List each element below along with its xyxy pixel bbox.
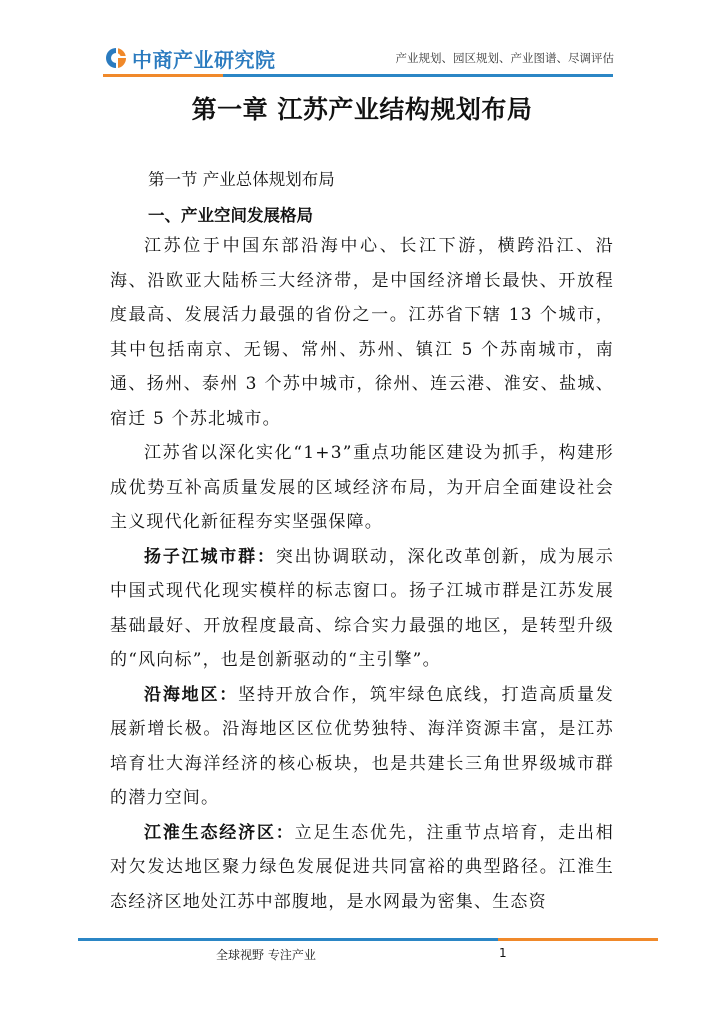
paragraph: [110, 229, 614, 436]
footer-rule-blue: [78, 938, 498, 941]
subsection-title: 一、产业空间发展格局: [148, 206, 313, 225]
paragraph-text: 突出协调联动，深化改革创新，成为展示中国式现代化现实模样的标志窗口。扬子江城市群是江苏发展基础最好、开放程度最高、综合实力最强的地区，是转型升级的“风向标”，也是创新驱动的“主引擎”。: [110, 546, 614, 670]
page-number: 1: [499, 946, 507, 960]
body-text: [110, 229, 614, 919]
paragraph: [110, 540, 614, 678]
page-header: [0, 0, 724, 80]
chapter-title: 第一章 江苏产业结构规划布局: [191, 95, 533, 124]
paragraph: [110, 816, 614, 920]
header-rule-blue: [223, 74, 613, 77]
brand-logo: [104, 44, 276, 72]
paragraph-lead: 沿海地区：: [144, 684, 239, 705]
footer-slogan: 全球视野 专注产业: [216, 948, 316, 962]
cn-brand-logo-icon: [104, 46, 128, 70]
footer-rule-orange: [498, 938, 658, 941]
section-title: 第一节 产业总体规划布局: [148, 170, 335, 189]
paragraph-text: 坚持开放合作，筑牢绿色底线，打造高质量发展新增长极。沿海地区区位优势独特、海洋资源丰富，是江苏培育壮大海洋经济的核心板块，也是共建长三角世界级城市群的潜力空间。: [110, 684, 614, 808]
brand-name: 中商产业研究院: [132, 47, 276, 72]
paragraph-text: 江苏位于中国东部沿海中心、长江下游，横跨沿江、沿海、沿欧亚大陆桥三大经济带，是中国经济增长最快、开放程度最高、发展活力最强的省份之一。江苏省下辖 13 个城市，其中包括南京、无锡、常州、苏州、镇江 5 个苏南城市，南通、扬州、泰州 3 个苏中城市，徐州、连云港、淮安、盐城、宿迁 5 个苏北城市。: [110, 236, 614, 429]
header-rule-orange: [103, 74, 223, 77]
paragraph-text: 立足生态优先，注重节点培育，走出相对欠发达地区聚力绿色发展促进共同富裕的典型路径。江淮生态经济区地处江苏中部腹地，是水网最为密集、生态资: [110, 822, 614, 912]
header-tagline: 产业规划、园区规划、产业图谱、尽调评估: [395, 51, 614, 65]
paragraph: [110, 678, 614, 816]
paragraph: [110, 436, 614, 540]
paragraph-text: 江苏省以深化实化“1+3”重点功能区建设为抓手，构建形成优势互补高质量发展的区域经济布局，为开启全面建设社会主义现代化新征程夯实坚强保障。: [110, 443, 614, 532]
paragraph-lead: 扬子江城市群：: [144, 546, 276, 567]
paragraph-lead: 江淮生态经济区：: [144, 822, 295, 843]
